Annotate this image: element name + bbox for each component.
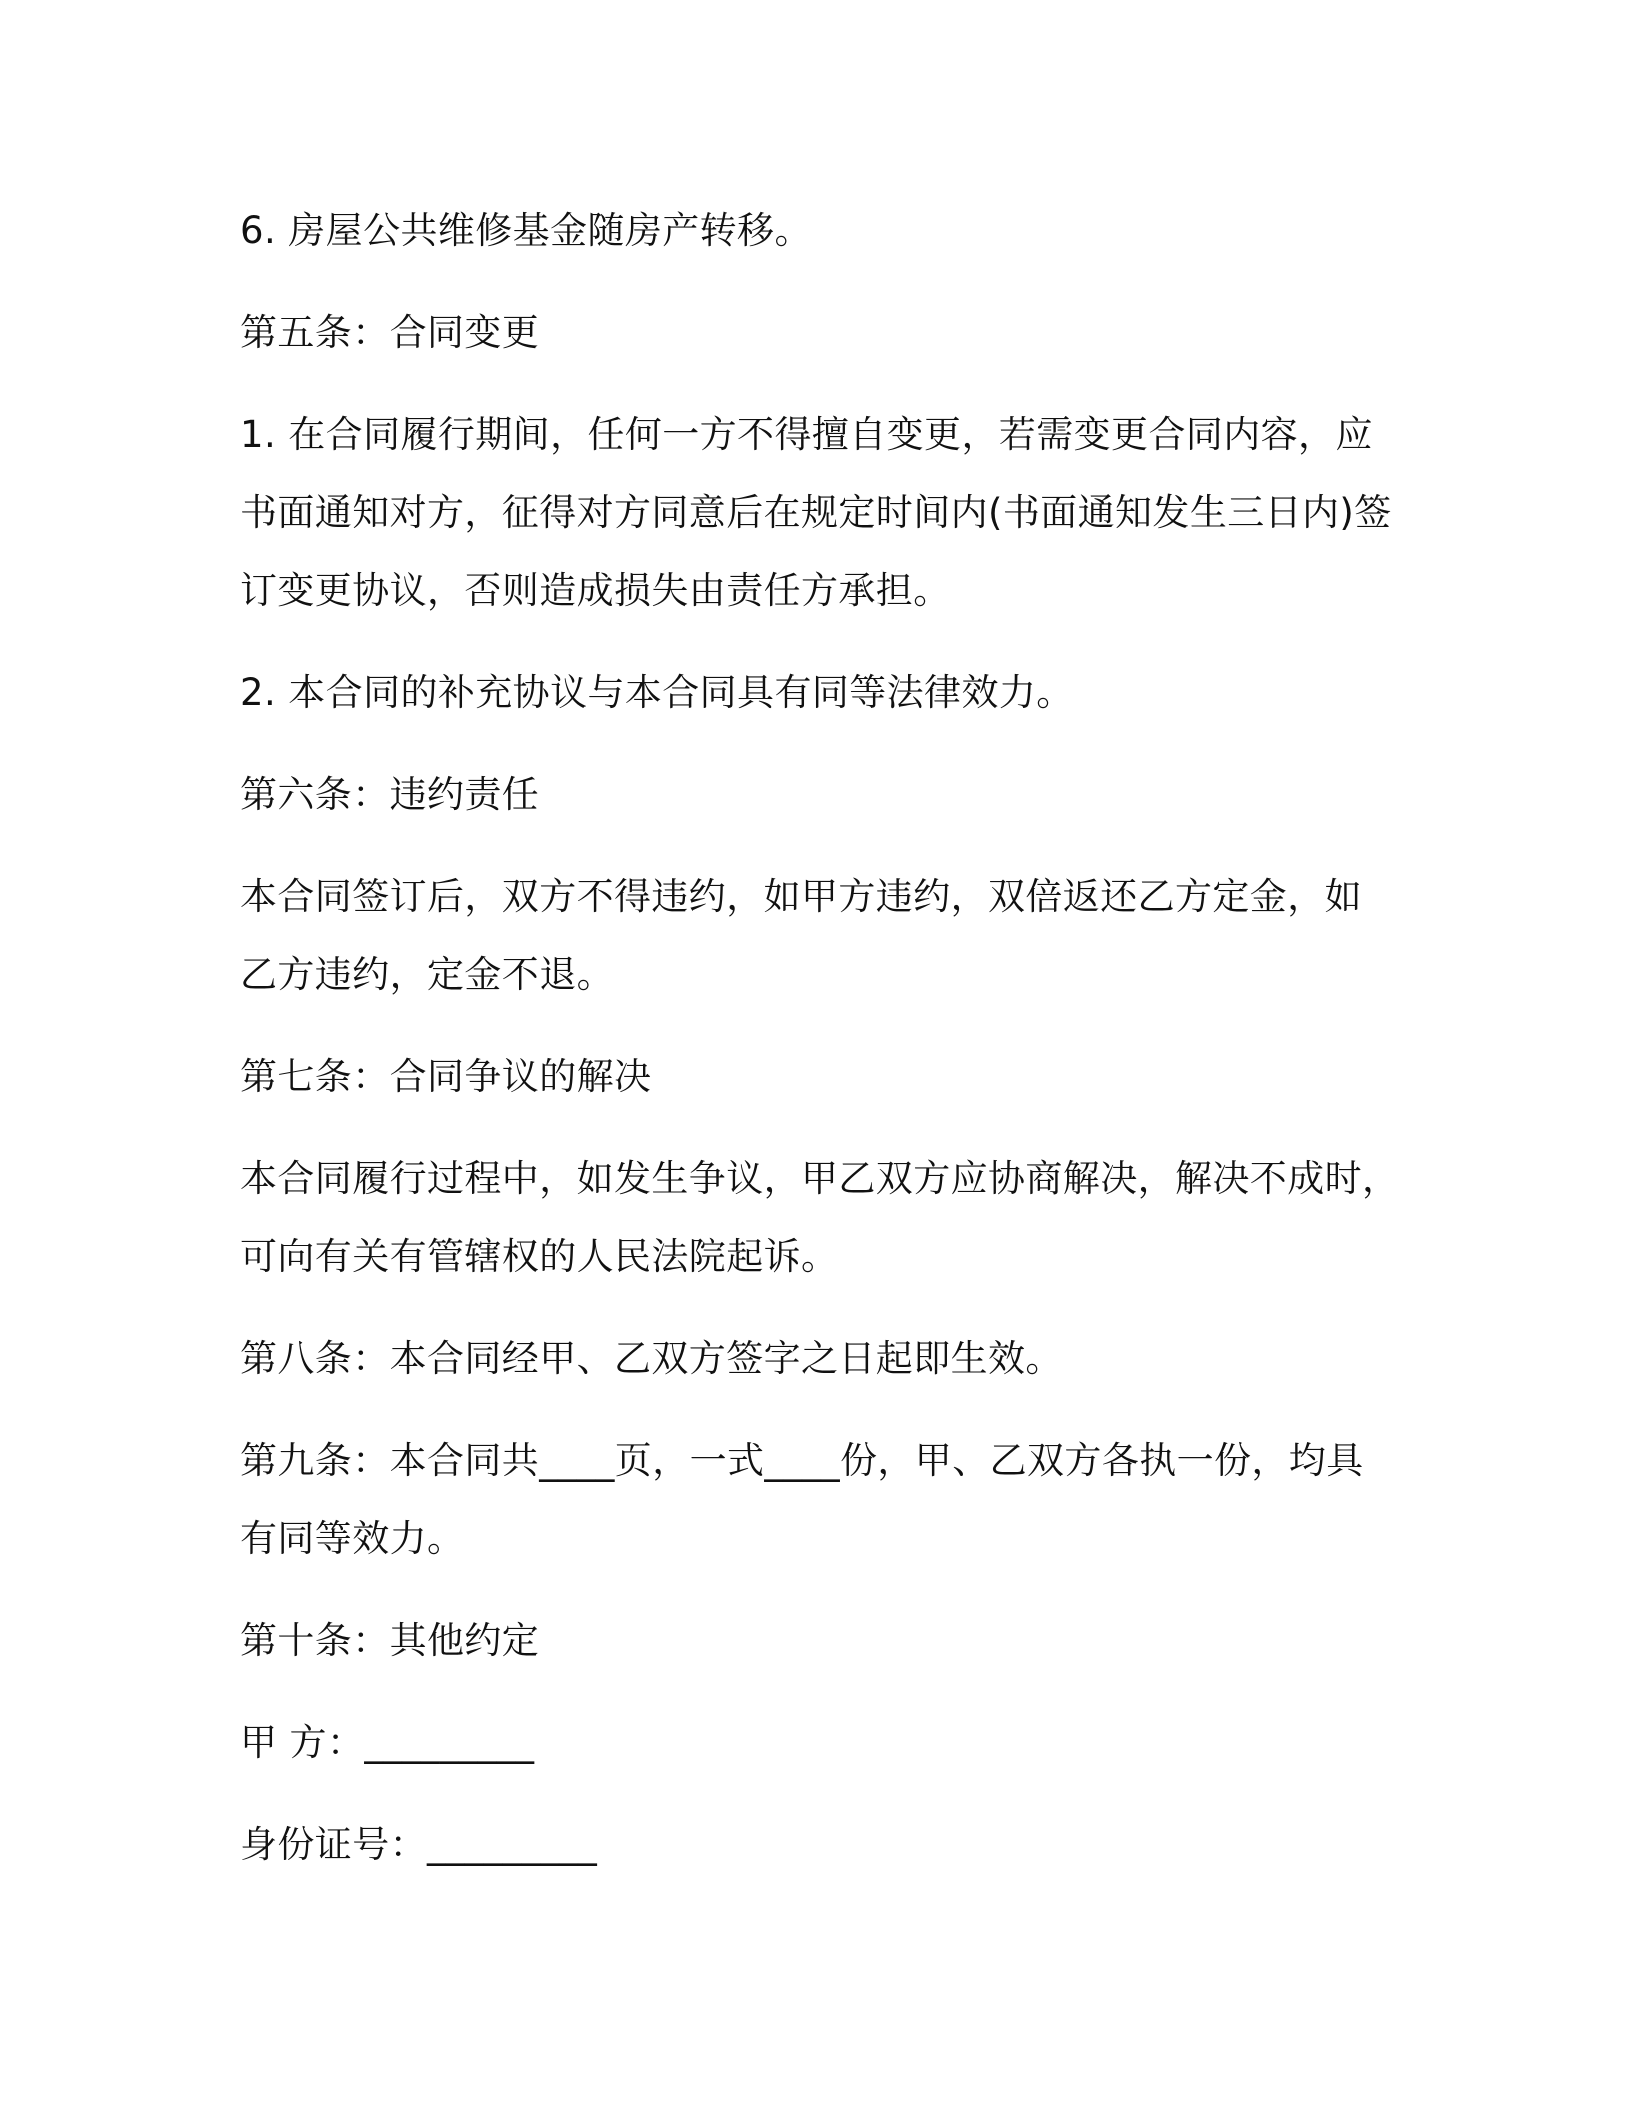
text-line: 订变更协议，否则造成损失由责任方承担。 (240, 569, 951, 612)
text-line: 身份证号：_________ (240, 1823, 598, 1866)
article-9 (240, 1422, 1410, 1578)
text-line: 第十条：其他约定 (240, 1619, 540, 1662)
article-5-heading (240, 294, 1410, 372)
article-5-item-1 (240, 396, 1410, 630)
text-line: 本合同履行过程中，如发生争议，甲乙双方应协商解决，解决不成时， (240, 1157, 1400, 1200)
text-line: 乙方违约，定金不退。 (240, 953, 614, 996)
article-6-body (240, 858, 1410, 1014)
text-line: 甲 方：_________ (240, 1721, 535, 1764)
id-number-line (240, 1806, 1410, 1884)
article-6-heading (240, 756, 1410, 834)
party-a-signature-line (240, 1704, 1410, 1782)
text-line: 1. 在合同履行期间，任何一方不得擅自变更，若需变更合同内容，应 (240, 413, 1373, 456)
text-line: 可向有关有管辖权的人民法院起诉。 (240, 1235, 839, 1278)
text-line: 2. 本合同的补充协议与本合同具有同等法律效力。 (240, 671, 1074, 714)
document-body (240, 192, 1410, 1908)
text-line: 第六条：违约责任 (240, 773, 540, 816)
article-5-item-2 (240, 654, 1410, 732)
text-line: 第七条：合同争议的解决 (240, 1055, 652, 1098)
text-line: 6. 房屋公共维修基金随房产转移。 (240, 209, 812, 252)
clause-4-item-6 (240, 192, 1410, 270)
article-8 (240, 1320, 1410, 1398)
article-10-heading (240, 1602, 1410, 1680)
text-line: 书面通知对方，征得对方同意后在规定时间内(书面通知发生三日内)签 (240, 491, 1392, 534)
text-line: 本合同签订后，双方不得违约，如甲方违约，双倍返还乙方定金，如 (240, 875, 1362, 918)
text-line: 第九条：本合同共____页，一式____份，甲、乙双方各执一份，均具 (240, 1439, 1364, 1482)
text-line: 第八条：本合同经甲、乙双方签字之日起即生效。 (240, 1337, 1063, 1380)
text-line: 第五条：合同变更 (240, 311, 540, 354)
article-7-body (240, 1140, 1410, 1296)
text-line: 有同等效力。 (240, 1517, 465, 1560)
article-7-heading (240, 1038, 1410, 1116)
